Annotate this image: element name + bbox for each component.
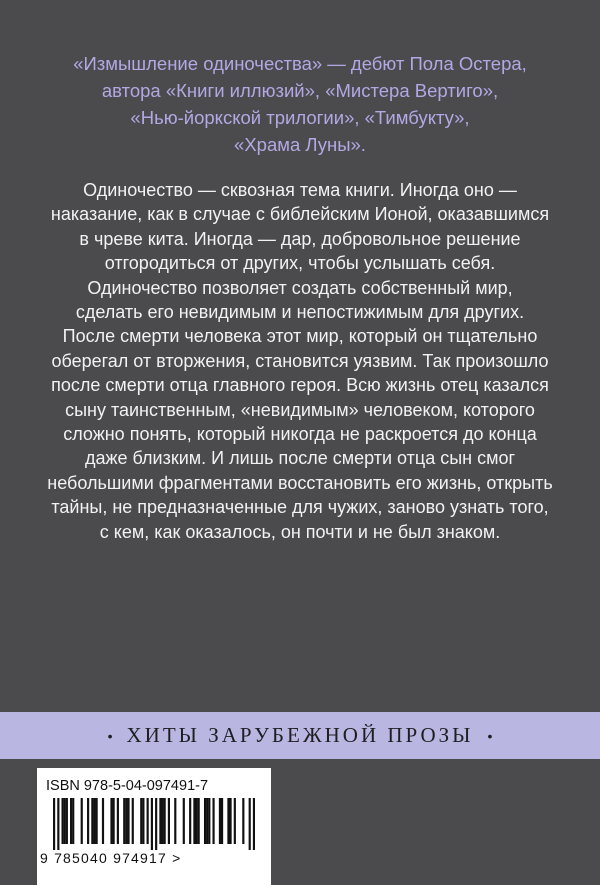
barcode-bar: [93, 798, 95, 844]
barcode-bar: [70, 798, 72, 844]
intro-line: автора «Книги иллюзий», «Мистера Вертиго»,: [101, 80, 499, 101]
barcode-bar: [72, 798, 74, 844]
barcode-bar: [110, 798, 112, 844]
description-line: Одиночество позволяет создать собственный мир,: [87, 277, 513, 298]
barcode-bar: [91, 798, 93, 844]
description-line: Одиночество — сквозная тема книги. Иногда оно —: [83, 180, 517, 200]
barcode-bar: [117, 798, 119, 844]
barcode-bar: [147, 798, 149, 844]
barcode-bar: [64, 798, 66, 844]
barcode-bar: [189, 798, 191, 844]
barcode-bar: [62, 798, 64, 844]
barcode-digits: 9 785040 974917 >: [40, 850, 182, 866]
barcode-bar: [229, 798, 231, 844]
barcode-bar: [159, 798, 161, 844]
barcode-bar: [66, 798, 68, 844]
description: [36, 178, 564, 544]
intro-line: «Измышление одиночества» — дебют Пола Остера,: [73, 53, 527, 74]
barcode-bar: [113, 798, 115, 844]
barcode-bar: [253, 798, 255, 850]
barcode-bar: [161, 798, 163, 844]
series-title: ХИТЫ ЗАРУБЕЖНОЙ ПРОЗЫ: [126, 723, 474, 747]
barcode-bar: [249, 798, 251, 850]
barcode-bar: [242, 798, 244, 844]
barcode-bar: [168, 798, 170, 844]
barcode-bar: [87, 798, 89, 844]
barcode-bar: [102, 798, 104, 844]
description-line: даже близким. И лишь после смерти отца сын смог: [84, 448, 516, 469]
barcode-bar: [127, 798, 129, 844]
barcode-bar: [132, 798, 134, 844]
barcode-bar: [183, 798, 185, 844]
description-line: сделать его невидимым и непостижимым для других.: [75, 302, 525, 323]
description-line: после смерти отца главного героя. Всю жизнь отец казался: [51, 375, 549, 396]
intro-line: «Нью-йоркской трилогии», «Тимбукту»,: [130, 107, 470, 128]
description-line: в чреве кита. Иногда — дар, добровольное решение: [79, 228, 521, 249]
barcode-bar: [151, 798, 153, 850]
barcode-bar: [198, 798, 200, 844]
bullet-dot: •: [487, 727, 493, 744]
barcode-bar: [206, 798, 208, 844]
intro-line: «Храма Луны».: [234, 134, 366, 155]
barcode-bar: [204, 798, 206, 844]
barcode-bar: [234, 798, 236, 844]
barcode-bar: [221, 798, 223, 844]
isbn-label: ISBN 978-5-04-097491-7: [46, 778, 209, 794]
description-line: наказание, как в случае с библейским Ионой, оказавшимся: [50, 204, 550, 225]
barcode-bar: [208, 798, 210, 844]
barcode-bar: [140, 798, 142, 844]
barcode-bar: [195, 798, 197, 844]
barcode-bar: [212, 798, 214, 844]
barcode-image: [53, 798, 255, 850]
barcode-box: [37, 768, 271, 885]
description-line: оберегал от вторжения, становится уязвим. Так произошло: [51, 350, 549, 371]
barcode-bar: [193, 798, 195, 844]
intro-blurb: [40, 50, 560, 158]
barcode-bar: [219, 798, 221, 844]
barcode-bar: [57, 798, 59, 850]
description-line: сложно понять, который никогда не раскроется до конца: [63, 424, 537, 445]
bullet-dot: •: [107, 727, 113, 744]
description-line: с кем, как оказалось, он почти и не был знаком.: [99, 521, 501, 542]
barcode-bar: [227, 798, 229, 844]
description-line: отгородиться от других, чтобы услышать себя.: [104, 253, 496, 274]
description-line: тайны, не предназначенные для чужих, заново узнать того,: [51, 497, 549, 518]
barcode-bar: [123, 798, 125, 844]
barcode-bar: [125, 798, 127, 844]
description-line: После смерти человека этот мир, который он тщательно: [62, 326, 538, 347]
barcode-bar: [155, 798, 157, 850]
barcode-bar: [164, 798, 166, 844]
description-line: сыну таинственным, «невидимым» человеком, которого: [65, 399, 535, 420]
barcode-bar: [81, 798, 83, 844]
barcode-bar: [53, 798, 55, 850]
series-band: [0, 712, 600, 759]
barcode-bar: [142, 798, 144, 844]
description-line: небольшими фрагментами восстановить его жизнь, открыть: [47, 472, 553, 493]
barcode-bar: [174, 798, 176, 844]
barcode-bar: [96, 798, 98, 844]
